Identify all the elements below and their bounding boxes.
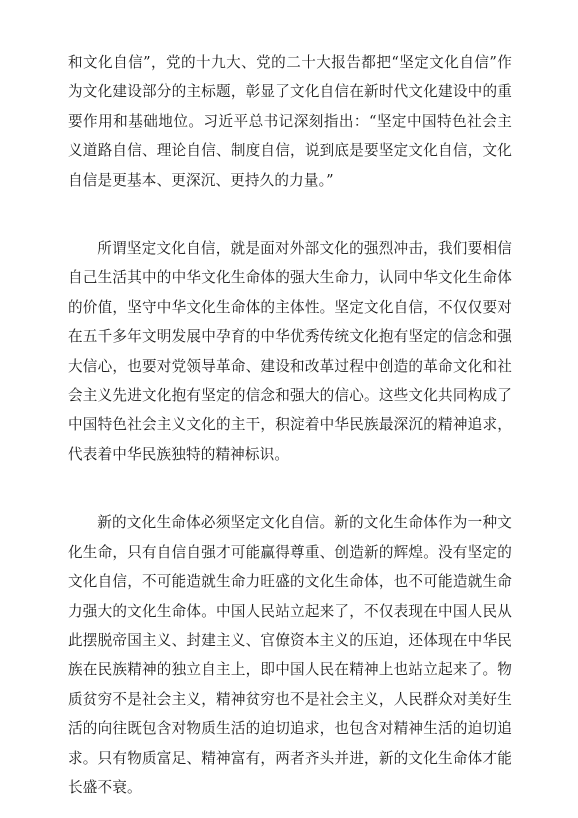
paragraph-new-cultural-life: 新的文化生命体必须坚定文化自信。新的文化生命体作为一种文化生命，只有自信自强才可能赢得尊重、创造新的辉煌。没有坚定的文化自信，不可能造就生命力旺盛的文化生命体，也不可能造就生命力强大的文化生命体。中国人民站立起来了，不仅表现在中国人民从此摆脱帝国主义、封建主义、官僚资本主义的压迫，还体现在中华民族在民族精神的独立自主上，即中国人民在精神上也站立起来了。物质贫穷不是社会主义，精神贫穷也不是社会主义，人民群众对美好生活的向往既包含对物质生活的迫切追求，也包含对精神生活的迫切追求。只有物质富足、精神富有，两者齐头并进，新的文化生命体才能长盛不衰。 bbox=[68, 514, 512, 796]
paragraph-continuation: 和文化自信”，党的十九大、党的二十大报告都把“坚定文化自信”作为文化建设部分的主标题，彰显了文化自信在新时代文化建设中的重要作用和基础地位。习近平总书记深刻指出：“坚定中国特色社会主义道路自信、理论自信、制度自信，说到底是要坚定文化自信，文化自信是更基本、更深沉、更持久的力量。” bbox=[68, 54, 512, 189]
document-page bbox=[68, 48, 512, 802]
paragraph-cultural-confidence-definition: 所谓坚定文化自信，就是面对外部文化的强烈冲击，我们要相信自己生活其中的中华文化生命体的强大生命力，认同中华文化生命体的价值，坚守中华文化生命体的主体性。坚定文化自信，不仅仅要对在五千多年文明发展中孕育的中华优秀传统文化抱有坚定的信念和强大信心，也要对党领导革命、建设和改革过程中创造的革命文化和社会主义先进文化抱有坚定的信念和强大的信心。这些文化共同构成了中国特色社会主义文化的主干，积淀着中华民族最深沉的精神追求，代表着中华民族独特的精神标识。 bbox=[68, 240, 512, 463]
